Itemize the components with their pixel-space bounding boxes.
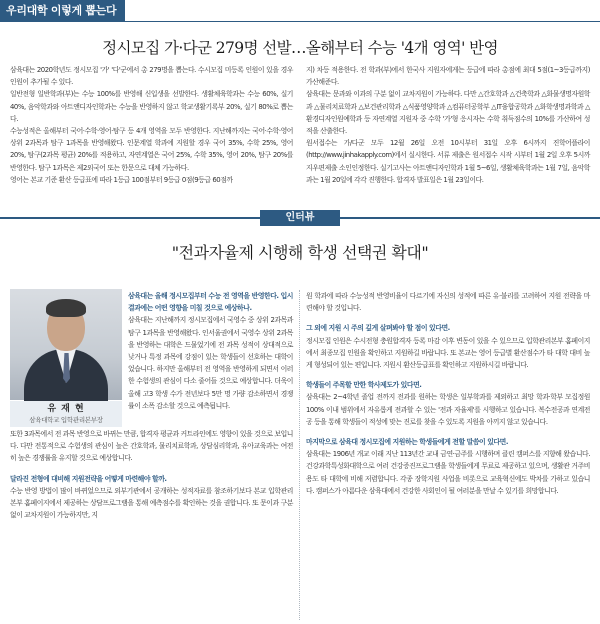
interview-answer: 삼육대는 지난해까지 정시모집에서 국영수 중 상위 2과목과 탐구 1과목을 반영해왔다. 인서울권에서 국영수 상위 2과목을 반영하는 대학은 드물었기에 전 과목 성적이 상대적으로 낮거나 특정 과목에 강점이 있는 학생들이 선호하는 대학이었습니다. 하지만 올해부터 전 영역을 반영하게 되면서 이러한 수험생의 관심이 다소 줄어들 것으로 예상합니다. 더욱이 올해 고3 학생 수가 전년보다 5만 명 가량 감소하면서 경쟁률이 소폭 감소할 것으로 예측됩니다. (128, 316, 293, 410)
interviewee-name: 유 재 현 (47, 404, 85, 414)
article-paragraph: 영어는 본교 기준 환산 등급표에 따라 1등급 100점부터 9등급 0점(9등급 60점까 (10, 175, 233, 184)
interview-question: 삼육대는 올해 정시모집부터 수능 전 영역을 반영한다. 입시 결과에는 어떤 영향을 미칠 것으로 예상하나. (128, 292, 293, 313)
interview-answer: 또한 3과목에서 전 과목 반영으로 바뀌는 만큼, 합격자 평균과 커트라인에도 영향이 있을 것으로 보입니다. 다만 전통적으로 수험생의 관심이 높은 간호학과, 물리치료학과, 상담심리학과, 유아교육과는 여전히 높은 경쟁률을 유지할 것으로 예상합니다. (10, 430, 293, 463)
interview-title: "전과자율제 시행해 학생 선택권 확대" (171, 243, 429, 262)
article-paragraph: 삼육대는 문과와 이과의 구분 없이 교차지원이 가능하다. 다만 △간호학과 △건축학과 △화물생명자원학과 △물리치료학과 △보건관리학과 △식품영양학과 △컴퓨터공학부 △IT융합공학과 △화학생명과학과 △환경디자인원예학과 등 자연계열 지원자 중 수학 '가'형 응시자는 수학 취득점수의 10%를 가산하여 성적을 산출한다. (306, 90, 590, 136)
article-column-left (10, 64, 293, 206)
interview-column-left-bottom (10, 428, 293, 620)
article-paragraph: 일반전형 일반학과(부)는 수능 100%를 반영해 신입생을 선발한다. 생활체육학과는 수능 60%, 실기 40%, 음악학과와 아트앤디자인학과는 수능을 반영하지 않고 학교생활기록부 20%, 실기 80%로 뽑는다. (10, 90, 293, 123)
interview-column-right (306, 290, 590, 620)
interview-badge: 인터뷰 (260, 210, 340, 226)
interview-question: 그 외에 지원 시 주의 깊게 살펴봐야 할 점이 있다면. (306, 324, 450, 333)
photo-caption (10, 401, 122, 427)
article-paragraph: 수능성적은 올해부터 국어·수학·영어·탐구 등 4개 영역을 모두 반영한다. 지난해까지는 국어·수학·영어 상위 2과목과 탐구 1과목을 반영해왔다. 인문계열 학과에 지원할 경우 국어 35%, 수학 25%, 영어 20%, 탐구(2과목 평균) 20%를 적용하고, 자연계열은 국어 25%, 수학 35%, 영어 20%, 탐구 20%를 반영한다. 탐구 1과목은 제2외국어 또는 한문으로 대체 가능하다. (10, 127, 293, 172)
interview-question: 마지막으로 삼육대 정시모집에 지원하는 학생들에게 전할 말씀이 있다면. (306, 438, 508, 447)
article-paragraph: 지) 차등 적용한다. 전 학과(부)에서 한국사 지원자에게는 등급에 따라 총점에 최대 5점(1~3등급까지) 가산해준다. (306, 66, 590, 87)
interview-answer: 원 학과에 따라 수능성적 반영비율이 다르기에 자신의 성적에 따른 유·불리를 고려하여 지원 전략을 마련해야 할 것입니다. (306, 292, 590, 313)
header-rule (0, 21, 600, 22)
article-column-right (306, 64, 590, 206)
interviewee-photo (10, 289, 122, 400)
interviewee-title: 삼육대학교 입학관리본부장 (29, 416, 103, 424)
interview-column-left-top (128, 290, 293, 410)
article-paragraph: 원서접수는 가/다군 모두 12월 26일 오전 10시부터 31일 오후 6시까지 진학어플라이(http://www.jinhakapply.com)에서 실시한다. 서류 제출은 원서접수 시작 시부터 1월 2일 오후 5시까지우편제출 소인인정한다. 실기고사는 아트앤디자인학과 1월 5~6일, 생활체육학과는 1월 7일, 음악학과는 1월 20일에 각각 진행한다. 합격자 발표일은 1월 23일이다. (306, 139, 590, 184)
column-divider (299, 290, 300, 620)
interview-answer: 삼육대는 1906년 개교 이래 지난 113년간 교내 금연·금주를 시행하며 클린 캠퍼스를 지향해 왔습니다. 건강과학특성화대학으로 여러 건강증진프로그램을 학생들에게 무료로 제공하고 있으며, 생활관 거주비용도 타 대학에 비해 저렴합니다. 각종 장학지원 사업을 비롯으로 교육혁신에도 박차를 가하고 있습니다. 캠퍼스가 아름다운 삼육대에서 건강한 사회인이 될 여러분을 만날 수 있기를 희망합니다. (306, 450, 590, 495)
interview-answer: 정시모집 인원은 수시전형 충원합격자 등록 마감 이후 변동이 있을 수 있으므로 입학관리본부 홈페이지에서 최종모집 인원을 확인하고 지원하길 바랍니다. 또 본교는 영어 등급별 환산점수가 타 대학 대비 높게 형성되어 있는 편입니다. 지원시 환산등급표를 확인하고 지원하시길 바랍니다. (306, 336, 590, 370)
interview-answer: 삼육대는 2~4학년 졸업 전까지 전과를 원하는 학생은 일부학과를 제외하고 최망 학과·학부 모집정원 100% 이내 범위에서 자유롭게 전과할 수 있는 '전과 자율제'를 시행하고 있습니다. 복수전공과 연계전공 등을 통해 학생들이 적성에 맞는 진로를 찾을 수 있도록 지원을 아끼지 않고 있습니다. (306, 393, 590, 426)
article-paragraph: 삼육대는 2020학년도 정시모집 '가' '다'군에서 총 279명을 뽑는다. 수시모집 미등록 인원이 있을 경우 인원이 추가될 수 있다. (10, 66, 293, 87)
article-title: 정시모집 가·다군 279명 선발…올해부터 수능 '4개 영역' 반영 (102, 39, 498, 57)
interview-answer: 수능 반영 방법이 많이 바뀌었으므로 외부기관에서 공개하는 성적자료를 참조하기보다 본교 입학관리본부 홈페이지에서 제공하는 상담프로그램을 통해 예측점수를 확인하는 것을 권합니다. 또 문이과 구분 없이 교차지원이 가능하지만, 지 (10, 486, 293, 520)
section-tag: 우리대학 이렇게 뽑는다 (0, 0, 125, 22)
photo-hair (46, 299, 86, 317)
interview-question: 학생들이 주목할 만한 학사제도가 있다면. (306, 381, 422, 390)
interview-question: 달라진 전형에 대비해 지원전략을 어떻게 마련해야 할까. (10, 474, 167, 483)
